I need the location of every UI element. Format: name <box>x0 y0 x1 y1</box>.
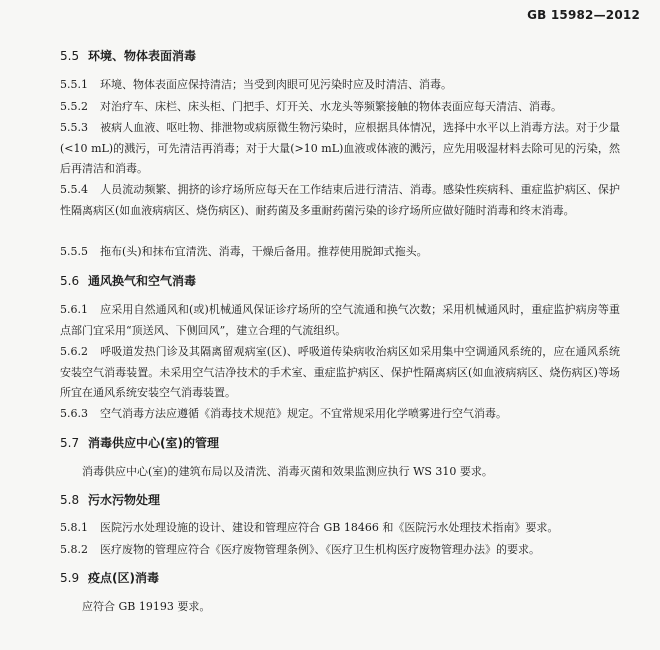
clause-5-8-2 <box>60 540 620 561</box>
clause-number: 5.8.2 <box>60 543 88 556</box>
section-heading-5-6 <box>60 273 620 289</box>
clause-number: 5.6.1 <box>60 303 88 316</box>
clause-5-5-4 <box>60 180 620 221</box>
clause-number: 5.5.1 <box>60 78 88 91</box>
clause-number: 5.5.2 <box>60 100 88 113</box>
paragraph-5-9 <box>60 597 642 618</box>
clause-text: 人员流动频繁、拥挤的诊疗场所应每天在工作结束后进行清洁、消毒。感染性疾病科、重症监护病区、保护性隔离病区(如血液病病区、烧伤病区)、耐药菌及多重耐药菌污染的诊疗场所应做好随时消毒和终末消毒。 <box>60 183 620 217</box>
clause-text: 医疗废物的管理应符合《医疗废物管理条例》、《医疗卫生机构医疗废物管理办法》的要求。 <box>100 543 540 556</box>
clause-5-6-3 <box>60 404 620 425</box>
clause-text: 拖布(头)和抹布宜清洗、消毒，干燥后备用。推荐使用脱卸式拖头。 <box>100 245 428 258</box>
clause-5-6-2 <box>60 342 620 404</box>
clause-text: 医院污水处理设施的设计、建设和管理应符合 GB 18466 和《医院污水处理技术指南》要求。 <box>100 521 559 534</box>
clause-text: 对治疗车、床栏、床头柜、门把手、灯开关、水龙头等频繁接触的物体表面应每天清洁、消毒。 <box>100 100 562 113</box>
clause-number: 5.6.2 <box>60 345 88 358</box>
clause-5-5-5 <box>60 242 620 263</box>
section-heading-5-9 <box>60 570 620 586</box>
section-title: 消毒供应中心(室)的管理 <box>88 436 219 450</box>
paragraph-text: 应符合 GB 19193 要求。 <box>82 600 211 613</box>
clause-number: 5.6.3 <box>60 407 88 420</box>
clause-number: 5.5.3 <box>60 121 88 134</box>
section-heading-5-5 <box>60 48 620 64</box>
clause-5-5-2 <box>60 97 620 118</box>
standard-number: GB 15982—2012 <box>527 8 640 22</box>
section-title: 通风换气和空气消毒 <box>88 274 197 288</box>
section-title: 污水污物处理 <box>88 493 161 507</box>
clause-5-5-3 <box>60 118 620 180</box>
clause-number: 5.8.1 <box>60 521 88 534</box>
clause-5-5-1 <box>60 75 620 96</box>
section-number: 5.8 <box>60 493 80 507</box>
section-heading-5-7 <box>60 435 620 451</box>
section-number: 5.6 <box>60 274 80 288</box>
clause-5-6-1 <box>60 300 620 341</box>
clause-text: 环境、物体表面应保持清洁；当受到肉眼可见污染时应及时清洁、消毒。 <box>100 78 452 91</box>
clause-number: 5.5.4 <box>60 183 88 196</box>
clause-text: 应采用自然通风和(或)机械通风保证诊疗场所的空气流通和换气次数；采用机械通风时，重症监护病房等重点部门宜采用“顶送风、下侧回风”，建立合理的气流组织。 <box>60 303 620 337</box>
clause-number: 5.5.5 <box>60 245 88 258</box>
paragraph-text: 消毒供应中心(室)的建筑布局以及清洗、消毒灭菌和效果监测应执行 WS 310 要求。 <box>82 465 493 478</box>
clause-text: 空气消毒方法应遵循《消毒技术规范》规定。不宜常规采用化学喷雾进行空气消毒。 <box>100 407 507 420</box>
section-title: 环境、物体表面消毒 <box>88 49 197 63</box>
clause-5-8-1 <box>60 518 620 539</box>
section-title: 疫点(区)消毒 <box>88 571 159 585</box>
paragraph-5-7 <box>60 462 642 483</box>
section-heading-5-8 <box>60 492 620 508</box>
clause-text: 被病人血液、呕吐物、排泄物或病原微生物污染时，应根据具体情况，选择中水平以上消毒方法。对于少量(<10 mL)的溅污，可先清洁再消毒；对于大量(>10 mL)血液或体液的溅污，应先用吸湿材料去除可见的污染，然后再清洁和消毒。 <box>60 121 620 175</box>
clause-text: 呼吸道发热门诊及其隔离留观病室(区)、呼吸道传染病收治病区如采用集中空调通风系统的，应在通风系统安装空气消毒装置。未采用空气洁净技术的手术室、重症监护病区、保护性隔离病区(如血液病病区、烧伤病区)等场所宜在通风系统安装空气消毒装置。 <box>60 345 620 399</box>
section-number: 5.5 <box>60 49 80 63</box>
section-number: 5.9 <box>60 571 80 585</box>
section-number: 5.7 <box>60 436 80 450</box>
